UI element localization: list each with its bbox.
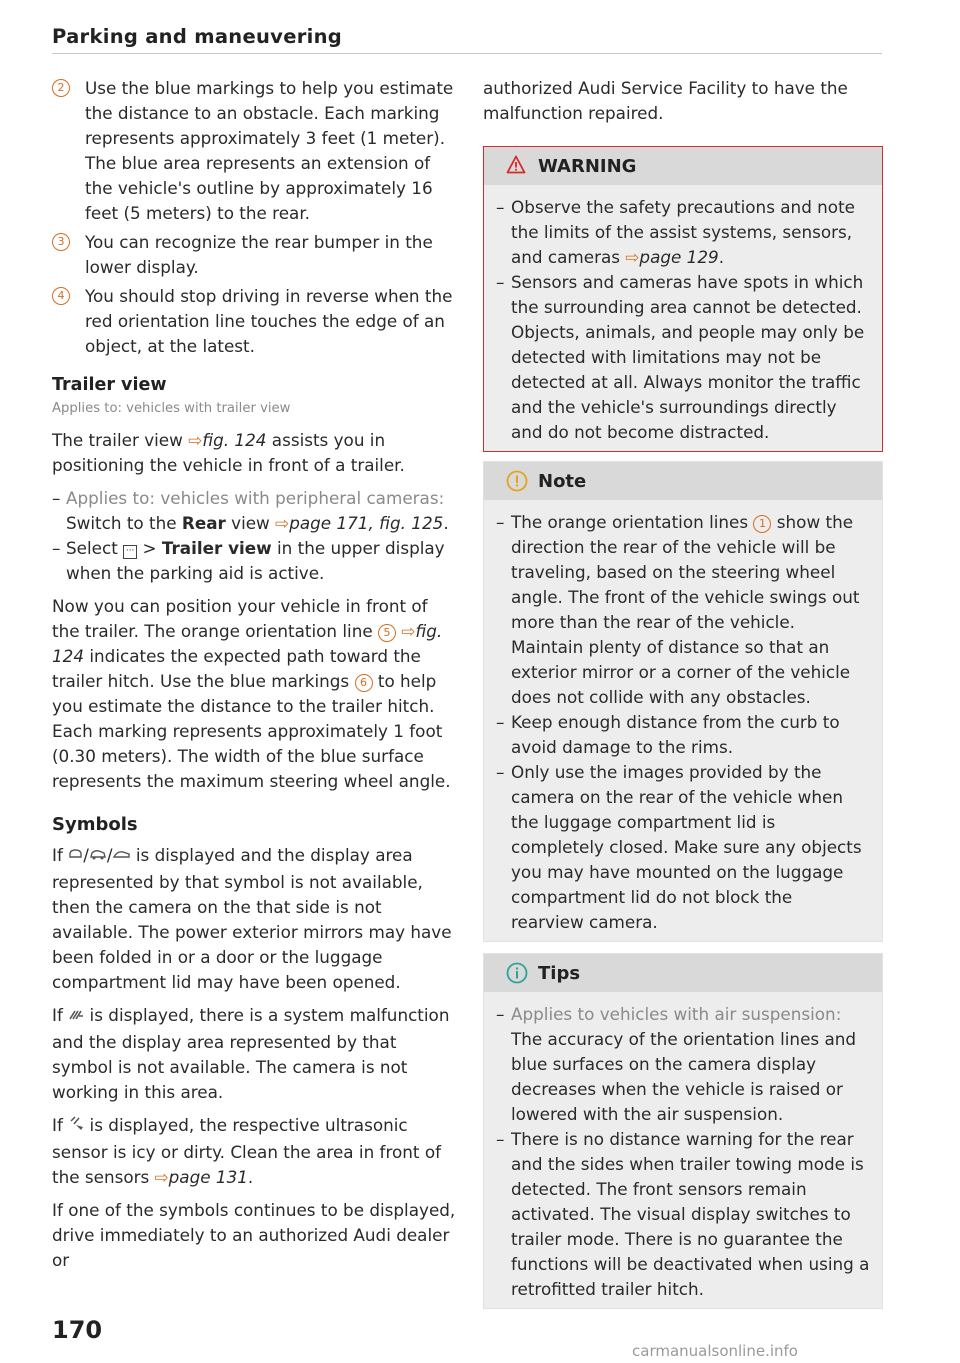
note-body: [484, 500, 882, 941]
ultrasonic-sensor-icon: [68, 1115, 84, 1140]
list-item-2: [52, 76, 457, 226]
warning-body: [484, 185, 882, 451]
tips-box: [483, 953, 883, 1309]
callout-number: 3: [52, 233, 70, 251]
figure-link[interactable]: fig. 124: [202, 430, 267, 450]
trailer-view-heading: Trailer view: [52, 375, 167, 395]
continued-paragraph: authorized Audi Service Facility to have the malfunction repaired.: [483, 78, 848, 123]
trailer-intro: The trailer view ⇨fig. 124 assists you in positioning the vehicle in front of a trailer.: [52, 430, 405, 475]
symbols-paragraph-3: If is displayed, the respective ultrasonic sensor is icy or dirty. Clean the area in front of the sensors ⇨page 131.: [52, 1115, 441, 1187]
car-front-icon: [68, 845, 83, 870]
callout-number: 2: [52, 79, 70, 97]
sensor-malfunction-icon: [68, 1005, 84, 1030]
note-title: Note: [538, 471, 587, 492]
callout-number: 1: [753, 515, 771, 533]
callout-number: 4: [52, 287, 70, 305]
applies-to-note: Applies to: vehicles with trailer view: [52, 401, 291, 416]
watermark: carmanualsonline.info: [632, 1342, 798, 1360]
tips-item: – Applies to vehicles with air suspension: The accuracy of the orientation lines and blue surfaces on the camera display decreases when the vehicle is raised or lowered with the air suspension.: [496, 1002, 870, 1127]
tips-header: [484, 954, 882, 992]
car-side-icon: [89, 845, 107, 870]
list-item-3: [52, 230, 457, 280]
section-title: Parking and maneuvering: [52, 25, 343, 48]
tips-body: [484, 992, 882, 1308]
symbols-heading: Symbols: [52, 814, 138, 835]
list-item-text: You can recognize the rear bumper in the lower display.: [85, 232, 433, 277]
figure-link[interactable]: fig. 124: [52, 621, 443, 666]
menu-dots-icon: ···: [123, 545, 137, 559]
tips-item: – There is no distance warning for the rear and the sides when trailer towing mode is detected. The front sensors remain activated. The visual display switches to trailer mode. There is no guarantee the functions will be deactivated when using a retrofitted trailer hitch.: [496, 1127, 870, 1302]
trailer-view-label: Trailer view: [161, 538, 272, 558]
note-item: – The orange orientation lines 1 show the direction the rear of the vehicle will be traveling, based on the steering wheel angle. The front of the vehicle swings out more than the rear of the vehicle. Maintain plenty of distance so that an exterior mirror or a corner of the vehicle does not collide with any obstacles.: [496, 510, 870, 710]
cross-ref-arrow-icon: ⇨: [188, 430, 203, 450]
list-item-text: You should stop driving in reverse when the red orientation line touches the edge of an object, at the latest.: [85, 286, 453, 356]
applies-to-note: Applies to vehicles with air suspension:: [511, 1004, 842, 1024]
list-item-4: [52, 284, 457, 359]
bullet-item: – Applies to: vehicles with peripheral cameras: Switch to the Rear view ⇨page 171, fig. 125.: [52, 486, 457, 536]
note-exclamation-icon: [506, 470, 528, 499]
tips-info-icon: [506, 962, 528, 991]
cross-ref-arrow-icon: ⇨: [154, 1167, 169, 1187]
list-item-text: Use the blue markings to help you estimate the distance to an obstacle. Each marking represents approximately 3 feet (1 meter). The blue area represents an extension of the vehicle's outline by approximately 16 feet (5 meters) to the rear.: [85, 78, 454, 223]
rear-view-label: Rear: [181, 513, 226, 533]
callout-number: 5: [378, 624, 396, 642]
note-item: – Only use the images provided by the camera on the rear of the vehicle when the luggage compartment lid is completely closed. Make sure any objects you may have mounted on the luggage compartment lid do not block the rearview camera.: [496, 760, 870, 935]
symbols-paragraph-4: If one of the symbols continues to be displayed, drive immediately to an authorized Audi dealer or: [52, 1200, 456, 1270]
symbols-paragraph-1: If / / is displayed and the display area represented by that symbol is not available, then the camera on the that side is not available. The power exterior mirrors may have been folded in or a door or the luggage compartment lid may have been opened.: [52, 845, 452, 992]
note-header: [484, 462, 882, 500]
page-link[interactable]: page 171, fig. 125: [289, 513, 444, 533]
cross-ref-arrow-icon: ⇨: [401, 621, 416, 641]
warning-title: WARNING: [538, 156, 637, 177]
warning-item: – Sensors and cameras have spots in which the surrounding area cannot be detected. Objects, animals, and people may only be detected with limitations may not be detected at all. Always monitor the traffic and the vehicle's surroundings directly and do not become distracted.: [496, 270, 870, 445]
cross-ref-arrow-icon: ⇨: [625, 247, 640, 267]
warning-item: – Observe the safety precautions and note the limits of the assist systems, sensors, and cameras ⇨page 129.: [496, 195, 870, 270]
bullet-item: – Select ··· > Trailer view in the upper display when the parking aid is active.: [52, 536, 457, 586]
left-column: [52, 76, 457, 1273]
page-link[interactable]: page 131: [168, 1167, 248, 1187]
warning-box: [483, 146, 883, 452]
page-number: 170: [52, 1316, 103, 1344]
page-link[interactable]: page 129: [639, 247, 719, 267]
page-header: [52, 24, 882, 54]
warning-triangle-icon: [506, 155, 526, 181]
callout-number: 6: [355, 674, 373, 692]
cross-ref-arrow-icon: ⇨: [275, 513, 290, 533]
car-rear-icon: [113, 845, 131, 870]
applies-to-note: Applies to: vehicles with peripheral cameras:: [66, 488, 445, 508]
note-item: – Keep enough distance from the curb to avoid damage to the rims.: [496, 710, 870, 760]
note-box: [483, 461, 883, 942]
symbols-paragraph-2: If is displayed, there is a system malfunction and the display area represented by that symbol is not available. The camera is not working in this area.: [52, 1005, 450, 1102]
trailer-position-paragraph: Now you can position your vehicle in front of the trailer. The orange orientation line 5 ⇨fig. 124 indicates the expected path toward the trailer hitch. Use the blue markings 6 to help you estimate the distance to the trailer hitch. Each marking represents approximately 1 foot (0.30 meters). The width of the blue surface represents the maximum steering wheel angle.: [52, 596, 451, 791]
right-column: [483, 76, 883, 1309]
tips-title: Tips: [538, 963, 581, 984]
warning-header: [484, 147, 882, 185]
